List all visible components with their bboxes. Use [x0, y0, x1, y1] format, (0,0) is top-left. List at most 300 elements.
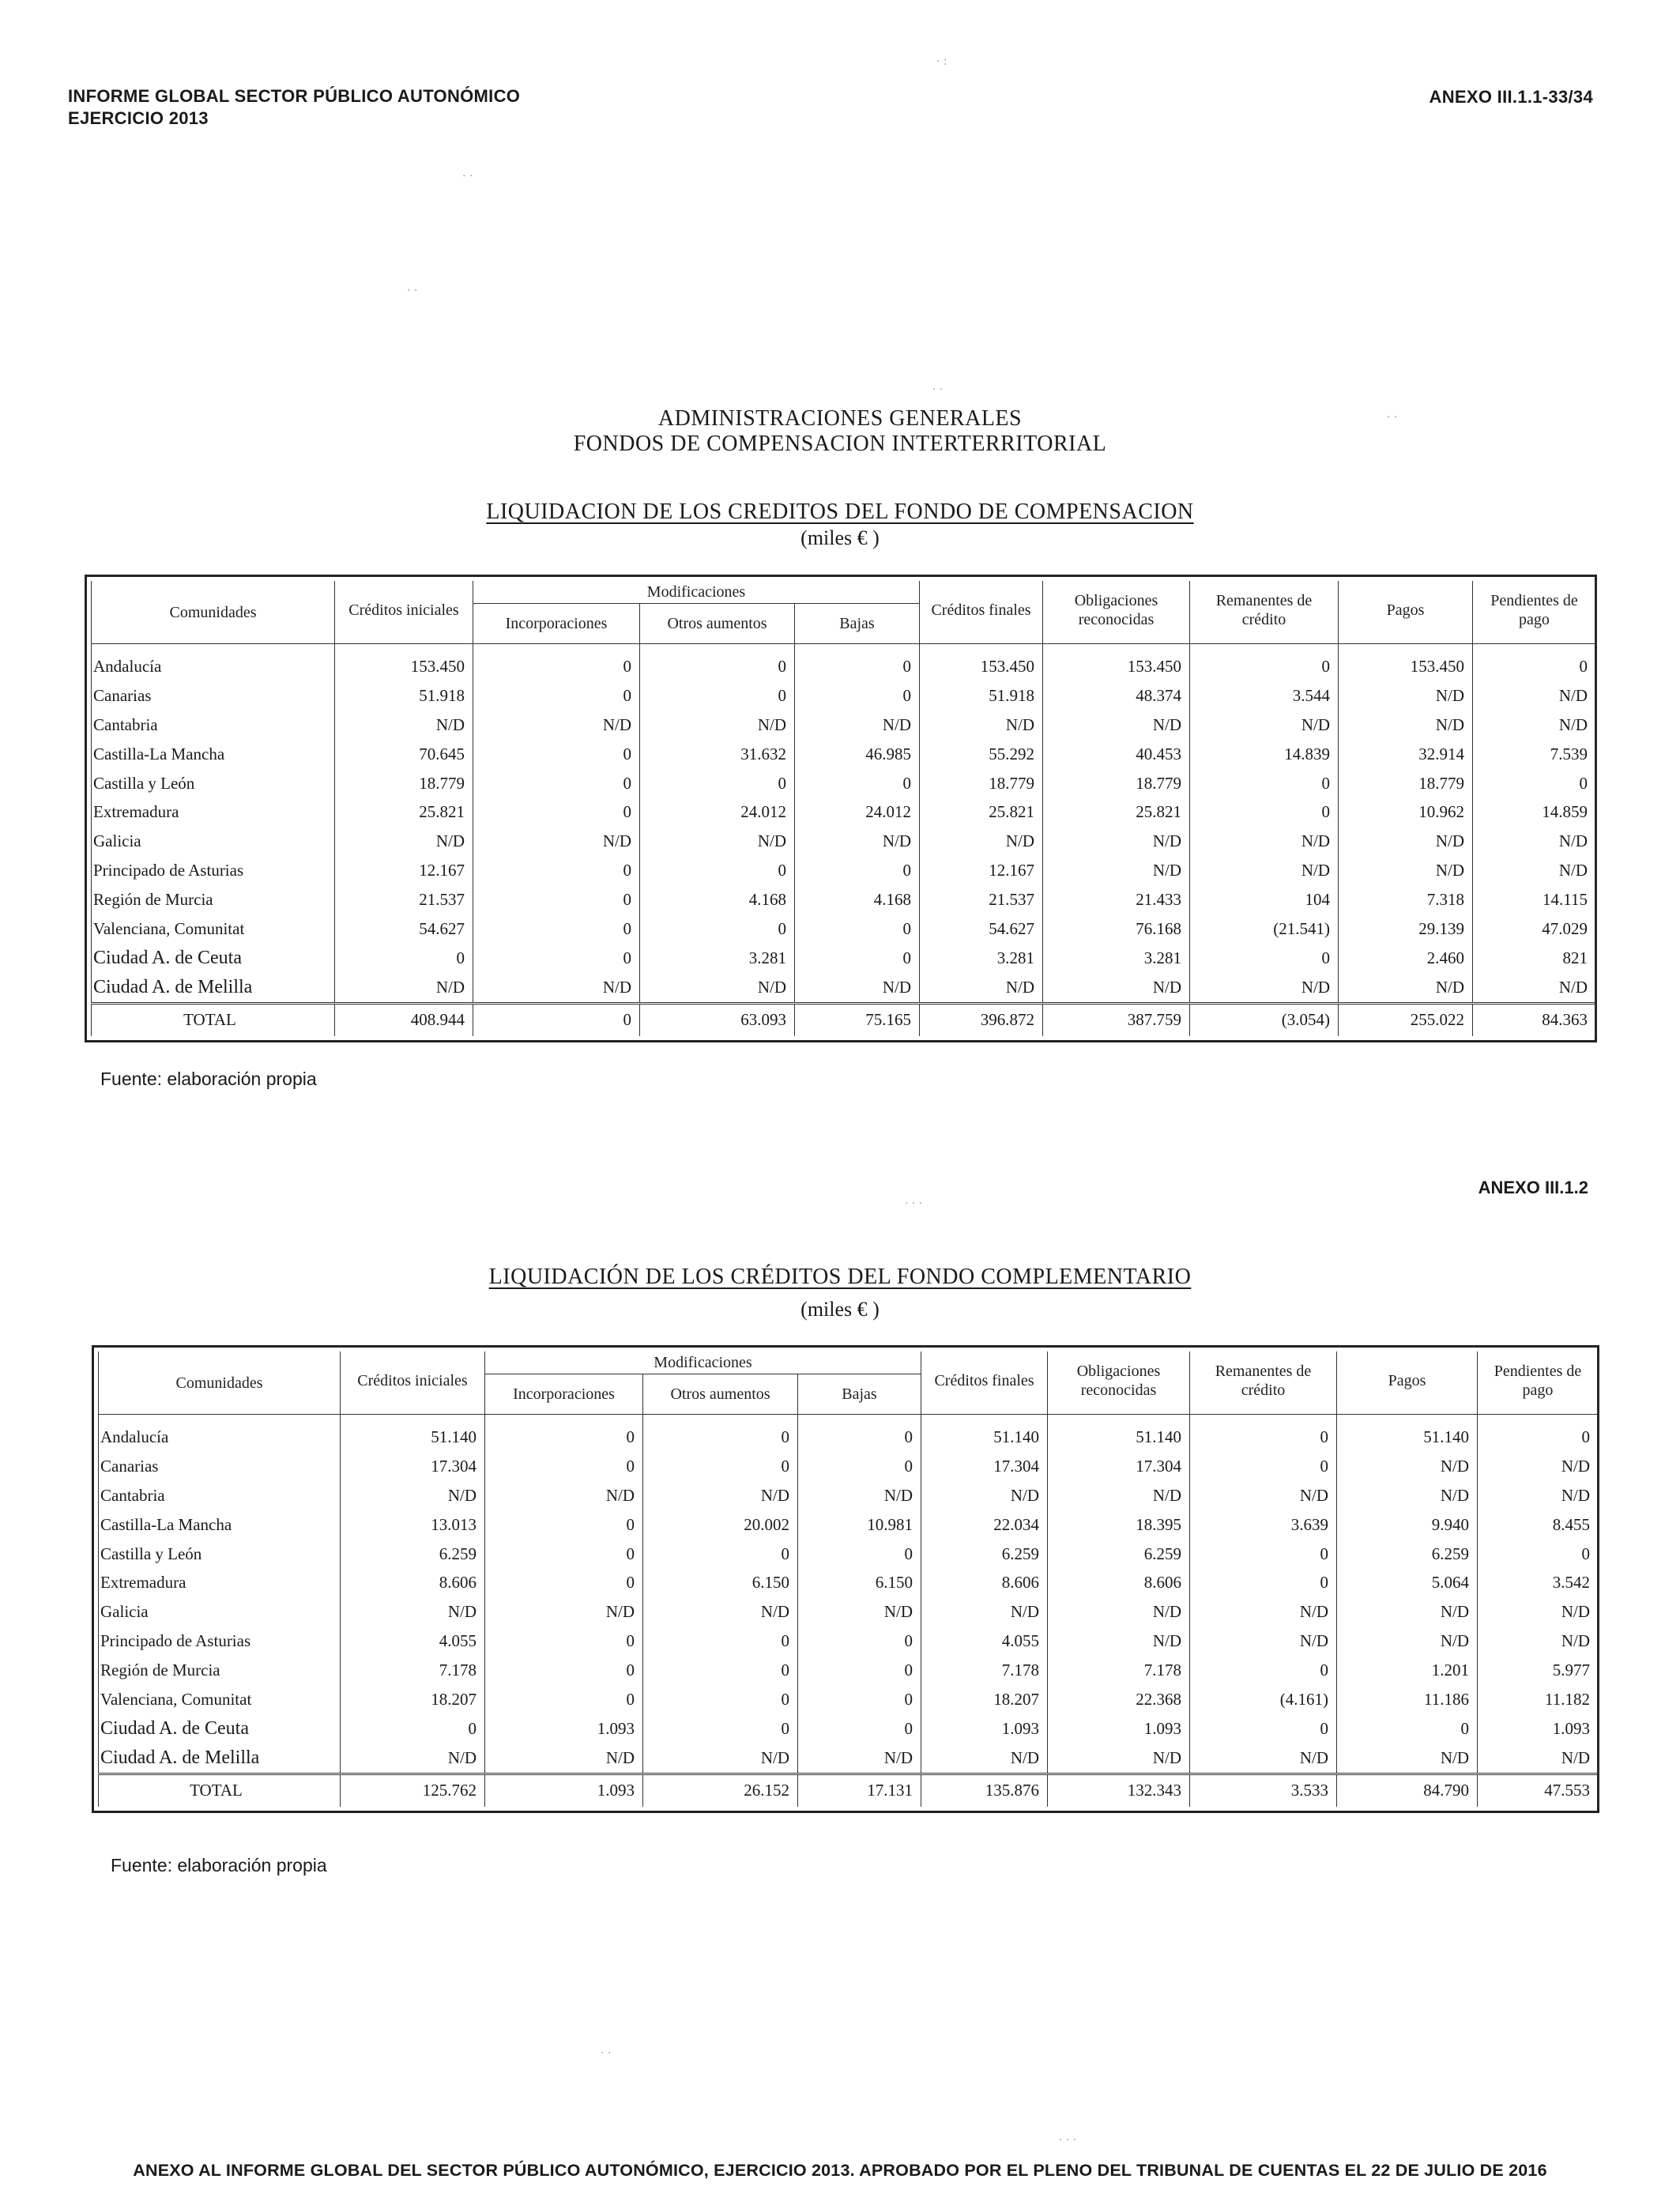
table-cell: 0: [798, 1656, 921, 1685]
table-cell: 7.178: [1048, 1656, 1190, 1685]
table-cell: 0: [1190, 1714, 1337, 1744]
row-label: Castilla-La Mancha: [92, 740, 335, 769]
table-cell: N/D: [485, 1744, 643, 1774]
table-cell: (21.541): [1190, 914, 1339, 944]
table-cell: N/D: [1337, 1744, 1478, 1774]
row-label: Castilla y León: [92, 769, 335, 798]
header-bajas: Bajas: [795, 604, 920, 644]
table-cell: N/D: [1048, 1627, 1190, 1656]
header-obligaciones-line1: Obligaciones: [1074, 591, 1158, 609]
table-cell: N/D: [1473, 681, 1596, 711]
table-cell: 3.281: [1043, 944, 1190, 973]
table-cell: 26.152: [643, 1774, 798, 1807]
table-cell: 75.165: [795, 1003, 920, 1036]
header-remanentes-line1: Remanentes de: [1215, 1362, 1312, 1380]
table-cell: 25.821: [920, 797, 1043, 827]
row-label: Canarias: [99, 1452, 341, 1481]
table-row: [99, 1714, 1599, 1744]
row-label: Cantabria: [99, 1481, 341, 1510]
table-cell: N/D: [798, 1744, 921, 1774]
table1-title: [0, 499, 1680, 525]
table-cell: 0: [640, 681, 795, 711]
table-cell: 18.779: [335, 769, 473, 798]
table-cell: 0: [795, 769, 920, 798]
table-cell: 14.839: [1190, 740, 1339, 769]
table-cell: N/D: [1473, 711, 1596, 740]
header-obligaciones: [1043, 581, 1190, 644]
annex2-number: ANEXO III.1.2: [1478, 1178, 1588, 1197]
header-bajas: Bajas: [798, 1374, 921, 1415]
total-row: [92, 1003, 1596, 1036]
table-cell: 0: [643, 1415, 798, 1452]
table-cell: 10.962: [1339, 797, 1473, 827]
row-label: Canarias: [92, 681, 335, 711]
table-cell: N/D: [1190, 827, 1339, 856]
table-cell: 24.012: [640, 797, 795, 827]
table-cell: 0: [795, 644, 920, 681]
table-cell: 0: [798, 1714, 921, 1744]
table-cell: N/D: [1337, 1627, 1478, 1656]
table2: [98, 1351, 1599, 1807]
total-label: TOTAL: [92, 1003, 335, 1036]
table-cell: 0: [473, 885, 640, 914]
table-row: [99, 1452, 1599, 1481]
table-cell: 12.167: [335, 856, 473, 885]
table-cell: 76.168: [1043, 914, 1190, 944]
table-cell: 14.115: [1473, 885, 1596, 914]
table-cell: 5.064: [1337, 1568, 1478, 1597]
table-cell: 0: [798, 1627, 921, 1656]
table-cell: 0: [473, 769, 640, 798]
table-cell: 0: [473, 944, 640, 973]
table-cell: N/D: [1043, 827, 1190, 856]
table-cell: 10.981: [798, 1510, 921, 1540]
table-cell: 70.645: [335, 740, 473, 769]
table-cell: N/D: [1339, 681, 1473, 711]
table-cell: 0: [473, 740, 640, 769]
table-cell: 0: [795, 914, 920, 944]
table-cell: 3.544: [1190, 681, 1339, 711]
row-label: Ciudad A. de Melilla: [92, 973, 335, 1003]
table-cell: 18.779: [1339, 769, 1473, 798]
table1-body: [92, 644, 1596, 1036]
table-cell: 7.178: [341, 1656, 485, 1685]
table-cell: 22.368: [1048, 1685, 1190, 1714]
table-cell: 0: [798, 1452, 921, 1481]
row-label: Extremadura: [92, 797, 335, 827]
table-cell: 0: [1190, 797, 1339, 827]
table-cell: 0: [640, 644, 795, 681]
header-modificaciones: Modificaciones: [485, 1351, 921, 1374]
row-label: Valenciana, Comunitat: [92, 914, 335, 944]
header-pendientes-line2: pago: [1522, 1381, 1554, 1399]
table-cell: N/D: [1473, 973, 1596, 1003]
table-row: [99, 1685, 1599, 1714]
table-cell: 2.460: [1339, 944, 1473, 973]
row-label: Ciudad A. de Melilla: [99, 1744, 341, 1774]
header-remanentes-line1: Remanentes de: [1215, 591, 1313, 609]
table-cell: 12.167: [920, 856, 1043, 885]
table-cell: 6.259: [1337, 1540, 1478, 1569]
table-cell: 0: [1190, 769, 1339, 798]
table-cell: 1.093: [1478, 1714, 1599, 1744]
table-row: [92, 740, 1596, 769]
table-cell: 0: [798, 1540, 921, 1569]
table-cell: 3.542: [1478, 1568, 1599, 1597]
table-cell: N/D: [920, 973, 1043, 1003]
table-cell: 153.450: [920, 644, 1043, 681]
table-cell: N/D: [335, 973, 473, 1003]
table-cell: 51.140: [1337, 1415, 1478, 1452]
table-cell: 51.918: [335, 681, 473, 711]
table-cell: 47.029: [1473, 914, 1596, 944]
table-cell: 8.455: [1478, 1510, 1599, 1540]
table-row: [92, 827, 1596, 856]
table-row: [99, 1627, 1599, 1656]
table-cell: N/D: [485, 1597, 643, 1627]
header-incorporaciones: Incorporaciones: [473, 604, 640, 644]
table-cell: N/D: [473, 827, 640, 856]
header-otros-aumentos: Otros aumentos: [640, 604, 795, 644]
table-cell: N/D: [341, 1744, 485, 1774]
table-cell: N/D: [1478, 1481, 1599, 1510]
table-cell: N/D: [798, 1481, 921, 1510]
header-obligaciones-line2: reconocidas: [1078, 610, 1155, 628]
table1-unit: (miles € ): [800, 526, 880, 549]
table-cell: 3.281: [920, 944, 1043, 973]
table-cell: N/D: [795, 973, 920, 1003]
table-cell: 0: [335, 944, 473, 973]
table-cell: N/D: [643, 1744, 798, 1774]
table-cell: 55.292: [920, 740, 1043, 769]
table-cell: N/D: [1473, 856, 1596, 885]
total-label: TOTAL: [99, 1774, 341, 1807]
table-cell: 821: [1473, 944, 1596, 973]
header-comunidades: Comunidades: [99, 1351, 341, 1415]
table-cell: N/D: [921, 1744, 1048, 1774]
table2-frame: [92, 1345, 1599, 1813]
table-cell: 17.131: [798, 1774, 921, 1807]
table-cell: N/D: [1190, 711, 1339, 740]
table-cell: N/D: [1478, 1627, 1599, 1656]
table-cell: 0: [643, 1452, 798, 1481]
table-cell: 0: [485, 1568, 643, 1597]
header-creditos-iniciales: Créditos iniciales: [341, 1351, 485, 1415]
table-cell: 5.977: [1478, 1656, 1599, 1685]
table2-unit: (miles € ): [800, 1298, 880, 1321]
table-cell: N/D: [795, 827, 920, 856]
row-label: Región de Murcia: [92, 885, 335, 914]
table-cell: 84.790: [1337, 1774, 1478, 1807]
table-cell: 3.281: [640, 944, 795, 973]
table-cell: N/D: [1337, 1481, 1478, 1510]
table-row: [92, 681, 1596, 711]
scan-speck: · · ·: [1059, 2134, 1077, 2147]
table-cell: 24.012: [795, 797, 920, 827]
table-cell: 255.022: [1339, 1003, 1473, 1036]
table-cell: 132.343: [1048, 1774, 1190, 1807]
total-row: [99, 1774, 1599, 1807]
table-cell: 51.918: [920, 681, 1043, 711]
header-modificaciones: Modificaciones: [473, 581, 920, 604]
table-cell: N/D: [1190, 1481, 1337, 1510]
table-cell: N/D: [1339, 827, 1473, 856]
table-cell: 0: [1190, 1452, 1337, 1481]
report-header: [68, 85, 520, 130]
table-cell: N/D: [920, 711, 1043, 740]
table-cell: 48.374: [1043, 681, 1190, 711]
table-cell: N/D: [473, 711, 640, 740]
table-cell: 6.150: [643, 1568, 798, 1597]
table-row: [99, 1744, 1599, 1774]
table-cell: 0: [643, 1656, 798, 1685]
table-cell: N/D: [1190, 856, 1339, 885]
table-cell: 0: [485, 1627, 643, 1656]
header-remanentes-line2: crédito: [1241, 610, 1286, 628]
table-cell: 9.940: [1337, 1510, 1478, 1540]
scan-speck: · ·: [462, 170, 473, 183]
table-cell: N/D: [1478, 1452, 1599, 1481]
table-cell: 29.139: [1339, 914, 1473, 944]
table-cell: 18.207: [921, 1685, 1048, 1714]
table-cell: 125.762: [341, 1774, 485, 1807]
table-cell: 8.606: [341, 1568, 485, 1597]
table-cell: N/D: [1337, 1597, 1478, 1627]
table-cell: 0: [1473, 769, 1596, 798]
report-year: EJERCICIO 2013: [68, 108, 209, 128]
section-title: [0, 406, 1680, 457]
table-row: [99, 1540, 1599, 1569]
table-cell: 21.537: [335, 885, 473, 914]
table-cell: N/D: [1473, 827, 1596, 856]
table-cell: 0: [1190, 1656, 1337, 1685]
table-cell: 1.093: [921, 1714, 1048, 1744]
table-cell: N/D: [335, 827, 473, 856]
header-pendientes: [1473, 581, 1596, 644]
table-cell: N/D: [473, 973, 640, 1003]
table-cell: N/D: [1190, 1597, 1337, 1627]
header-obligaciones-line1: Obligaciones: [1076, 1362, 1161, 1380]
table1-title-text: LIQUIDACION DE LOS CREDITOS DEL FONDO DE COMPENSACION: [486, 499, 1194, 524]
header-pendientes-line1: Pendientes de: [1494, 1362, 1582, 1380]
table2-title: [0, 1265, 1680, 1290]
table-cell: 25.821: [335, 797, 473, 827]
table-cell: 6.259: [1048, 1540, 1190, 1569]
row-label: Principado de Asturias: [92, 856, 335, 885]
header-remanentes: [1190, 581, 1339, 644]
table1-frame: [85, 575, 1597, 1042]
table-cell: 40.453: [1043, 740, 1190, 769]
table-cell: 0: [473, 1003, 640, 1036]
table-cell: N/D: [341, 1597, 485, 1627]
table-row: [99, 1568, 1599, 1597]
table-cell: 0: [473, 914, 640, 944]
table-cell: 153.450: [1043, 644, 1190, 681]
table-cell: N/D: [640, 711, 795, 740]
table-cell: N/D: [640, 973, 795, 1003]
table-cell: N/D: [795, 711, 920, 740]
header-pendientes: [1478, 1351, 1599, 1415]
table-cell: N/D: [921, 1597, 1048, 1627]
header-remanentes-line2: crédito: [1241, 1381, 1286, 1399]
table-cell: 21.433: [1043, 885, 1190, 914]
table-cell: 0: [640, 914, 795, 944]
table-cell: 7.178: [921, 1656, 1048, 1685]
table-cell: N/D: [1048, 1597, 1190, 1627]
table-cell: 0: [798, 1685, 921, 1714]
table-cell: 0: [1337, 1714, 1478, 1744]
table-cell: 0: [640, 856, 795, 885]
table-cell: N/D: [1048, 1744, 1190, 1774]
table-row: [92, 973, 1596, 1003]
table-cell: N/D: [341, 1481, 485, 1510]
table-cell: 0: [485, 1685, 643, 1714]
table-cell: 0: [473, 644, 640, 681]
table-cell: 21.537: [920, 885, 1043, 914]
table-cell: 3.533: [1190, 1774, 1337, 1807]
table-cell: 51.140: [921, 1415, 1048, 1452]
table-cell: 0: [473, 856, 640, 885]
table-cell: 0: [1478, 1540, 1599, 1569]
table-cell: 17.304: [341, 1452, 485, 1481]
table-row: [92, 885, 1596, 914]
table-row: [99, 1656, 1599, 1685]
report-title: INFORME GLOBAL SECTOR PÚBLICO AUTONÓMICO: [68, 86, 521, 106]
table-cell: 51.140: [1048, 1415, 1190, 1452]
scan-speck: · ·: [1387, 411, 1398, 424]
table-row: [99, 1481, 1599, 1510]
table-cell: N/D: [1337, 1452, 1478, 1481]
table1: [91, 581, 1596, 1036]
table-cell: 1.093: [1048, 1714, 1190, 1744]
table-cell: 135.876: [921, 1774, 1048, 1807]
header-otros-aumentos: Otros aumentos: [643, 1374, 798, 1415]
scan-speck: · ·: [601, 2047, 612, 2060]
row-label: Andalucía: [99, 1415, 341, 1452]
table-cell: N/D: [921, 1481, 1048, 1510]
table-cell: 7.539: [1473, 740, 1596, 769]
table-cell: N/D: [1339, 711, 1473, 740]
table-cell: 18.395: [1048, 1510, 1190, 1540]
table-cell: (4.161): [1190, 1685, 1337, 1714]
table-cell: 17.304: [921, 1452, 1048, 1481]
table-row: [92, 769, 1596, 798]
table-cell: 14.859: [1473, 797, 1596, 827]
row-label: Ciudad A. de Ceuta: [99, 1714, 341, 1744]
table-cell: 4.168: [640, 885, 795, 914]
table-cell: 22.034: [921, 1510, 1048, 1540]
table-cell: 0: [473, 681, 640, 711]
header-creditos-finales: Créditos finales: [920, 581, 1043, 644]
header-pagos: Pagos: [1339, 581, 1473, 644]
section-title-line2: FONDOS DE COMPENSACION INTERTERRITORIAL: [573, 432, 1107, 456]
table-cell: 0: [485, 1510, 643, 1540]
section-title-line1: ADMINISTRACIONES GENERALES: [657, 406, 1023, 431]
table-cell: 4.055: [341, 1627, 485, 1656]
table-cell: 13.013: [341, 1510, 485, 1540]
row-label: Valenciana, Comunitat: [99, 1685, 341, 1714]
table-cell: 0: [485, 1540, 643, 1569]
table-cell: 63.093: [640, 1003, 795, 1036]
table-cell: 0: [795, 681, 920, 711]
table-cell: 6.150: [798, 1568, 921, 1597]
row-label: Galicia: [99, 1597, 341, 1627]
table-cell: 0: [1190, 644, 1339, 681]
table-cell: N/D: [1190, 1627, 1337, 1656]
table-cell: 25.821: [1043, 797, 1190, 827]
table-cell: 0: [485, 1452, 643, 1481]
table-cell: 8.606: [921, 1568, 1048, 1597]
row-label: Galicia: [92, 827, 335, 856]
table-cell: N/D: [1190, 1744, 1337, 1774]
table-cell: 11.182: [1478, 1685, 1599, 1714]
table-cell: 0: [640, 769, 795, 798]
row-label: Castilla-La Mancha: [99, 1510, 341, 1540]
table-cell: 0: [643, 1540, 798, 1569]
table-row: [92, 914, 1596, 944]
table-cell: N/D: [640, 827, 795, 856]
table-cell: N/D: [1043, 711, 1190, 740]
table-cell: 0: [1190, 944, 1339, 973]
header-remanentes: [1190, 1351, 1337, 1415]
table-cell: N/D: [1043, 973, 1190, 1003]
table-cell: 6.259: [341, 1540, 485, 1569]
table-row: [99, 1415, 1599, 1452]
table-cell: 0: [643, 1685, 798, 1714]
table-cell: N/D: [643, 1481, 798, 1510]
scan-speck: · ·: [932, 383, 944, 396]
scan-speck: · · ·: [905, 1197, 923, 1210]
header-creditos-finales: Créditos finales: [921, 1351, 1048, 1415]
table-cell: 6.259: [921, 1540, 1048, 1569]
table-cell: 8.606: [1048, 1568, 1190, 1597]
table-cell: 153.450: [335, 644, 473, 681]
header-obligaciones-line2: reconocidas: [1080, 1381, 1157, 1399]
table-cell: N/D: [798, 1597, 921, 1627]
table-cell: 54.627: [920, 914, 1043, 944]
table-row: [99, 1597, 1599, 1627]
table-cell: (3.054): [1190, 1003, 1339, 1036]
table-cell: 104: [1190, 885, 1339, 914]
table-row: [99, 1510, 1599, 1540]
table-cell: 0: [485, 1656, 643, 1685]
table-cell: 46.985: [795, 740, 920, 769]
table-cell: N/D: [1048, 1481, 1190, 1510]
table-cell: 1.201: [1337, 1656, 1478, 1685]
table1-source: Fuente: elaboración propia: [100, 1069, 317, 1089]
table-cell: 18.779: [920, 769, 1043, 798]
row-label: Andalucía: [92, 644, 335, 681]
row-label: Cantabria: [92, 711, 335, 740]
table-cell: 31.632: [640, 740, 795, 769]
table-row: [92, 644, 1596, 681]
table-cell: 4.168: [795, 885, 920, 914]
table-cell: N/D: [1478, 1744, 1599, 1774]
table-cell: 1.093: [485, 1774, 643, 1807]
table-row: [92, 944, 1596, 973]
table-cell: 0: [485, 1415, 643, 1452]
table-cell: 18.207: [341, 1685, 485, 1714]
table-cell: 0: [341, 1714, 485, 1744]
row-label: Extremadura: [99, 1568, 341, 1597]
header-incorporaciones: Incorporaciones: [485, 1374, 643, 1415]
table-cell: N/D: [1043, 856, 1190, 885]
table2-title-text: LIQUIDACIÓN DE LOS CRÉDITOS DEL FONDO COMPLEMENTARIO: [488, 1265, 1192, 1289]
table-cell: 4.055: [921, 1627, 1048, 1656]
row-label: Principado de Asturias: [99, 1627, 341, 1656]
table-cell: 7.318: [1339, 885, 1473, 914]
scan-speck: · :: [936, 55, 947, 68]
